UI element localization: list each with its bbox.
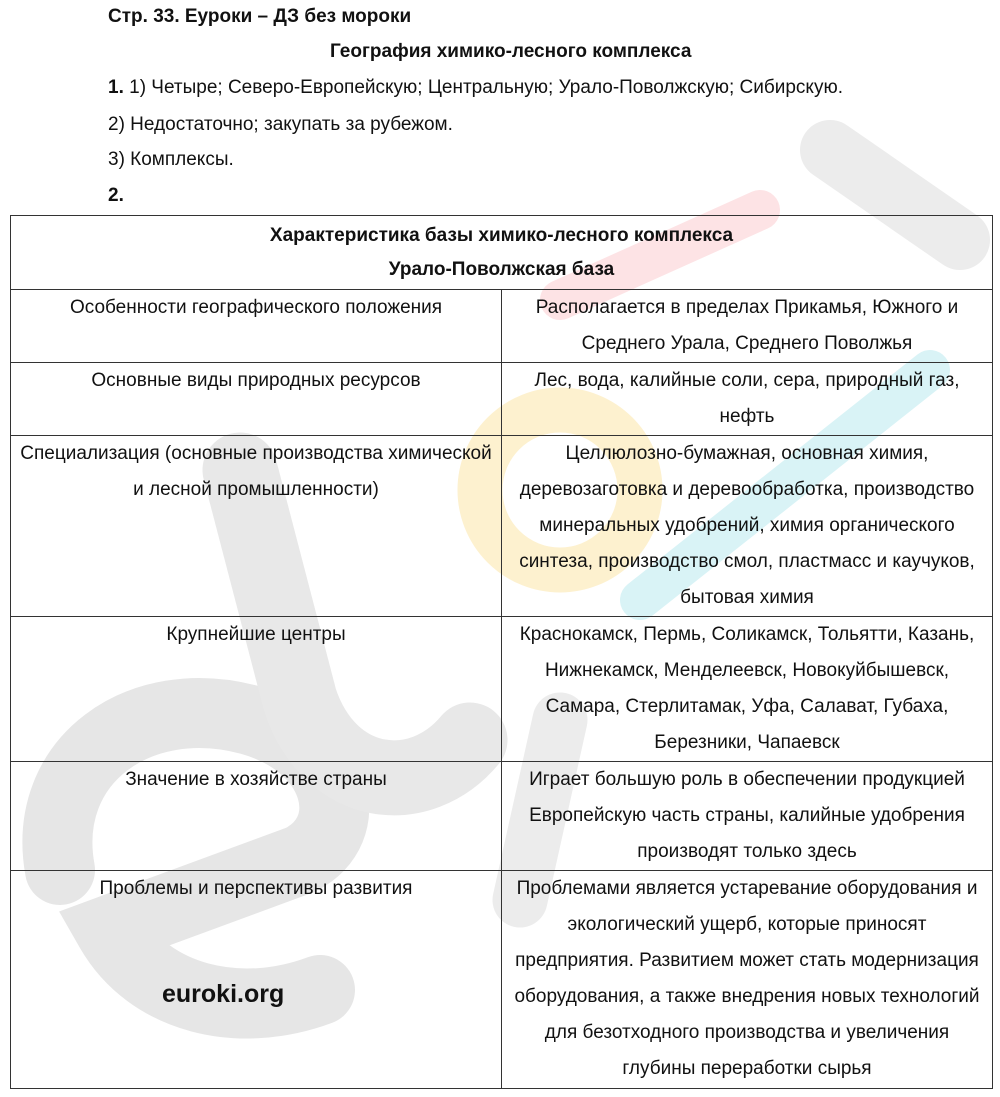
characteristics-table — [10, 215, 993, 1089]
page-header: Стр. 33. Еуроки – ДЗ без мороки — [108, 6, 412, 27]
answer-1-part-2: 2) Недостаточно; закупать за рубежом. — [108, 114, 453, 135]
row-label: Особенности географического положения — [11, 290, 502, 363]
answer-2-number: 2. — [108, 185, 124, 206]
table-row — [11, 617, 993, 762]
row-label: Специализация (основные производства химической и лесной промышленности) — [11, 436, 502, 617]
table-header-cell — [11, 216, 993, 290]
table-row — [11, 436, 993, 617]
table-row — [11, 871, 993, 1089]
row-label: Проблемы и перспективы развития — [11, 871, 502, 1089]
row-label: Крупнейшие центры — [11, 617, 502, 762]
answer-1-text: 1) Четыре; Северо-Европейскую; Центральную; Урало-Поволжскую; Сибирскую. — [123, 77, 843, 98]
table-subtitle: Урало-Поволжская база — [388, 259, 615, 280]
row-value: Лес, вода, калийные соли, сера, природный газ, нефть — [502, 363, 993, 436]
answer-1-part-3: 3) Комплексы. — [108, 149, 234, 170]
row-value: Проблемами является устаревание оборудования и экологический ущерб, которые приносят предприятия. Развитием может стать модернизация оборудования, а также внедрения новых технологий для безотходного производства и увеличения глубины переработки сырья — [502, 871, 993, 1089]
table-row — [11, 363, 993, 436]
row-label: Значение в хозяйстве страны — [11, 762, 502, 871]
answer-1 — [108, 76, 843, 100]
row-value: Целлюлозно-бумажная, основная химия, деревозаготовка и деревообработка, производство минеральных удобрений, химия органического синтеза, производство смол, пластмасс и каучуков, бытовая химия — [502, 436, 993, 617]
section-title: География химико-лесного комплекса — [330, 41, 692, 62]
watermark-site-name: euroki.org — [162, 980, 285, 1008]
row-value: Краснокамск, Пермь, Соликамск, Тольятти, Казань, Нижнекамск, Менделеевск, Новокуйбышевск, Самара, Стерлитамак, Уфа, Салават, Губаха, Березники, Чапаевск — [502, 617, 993, 762]
table-row — [11, 762, 993, 871]
answer-1-number: 1. — [108, 77, 124, 98]
table-header-row — [11, 216, 993, 290]
table-row — [11, 290, 993, 363]
table-title: Характеристика базы химико-лесного комплекса — [269, 225, 734, 246]
row-value: Играет большую роль в обеспечении продукцией Европейскую часть страны, калийные удобрения производят только здесь — [502, 762, 993, 871]
row-value: Располагается в пределах Прикамья, Южного и Среднего Урала, Среднего Поволжья — [502, 290, 993, 363]
row-label: Основные виды природных ресурсов — [11, 363, 502, 436]
